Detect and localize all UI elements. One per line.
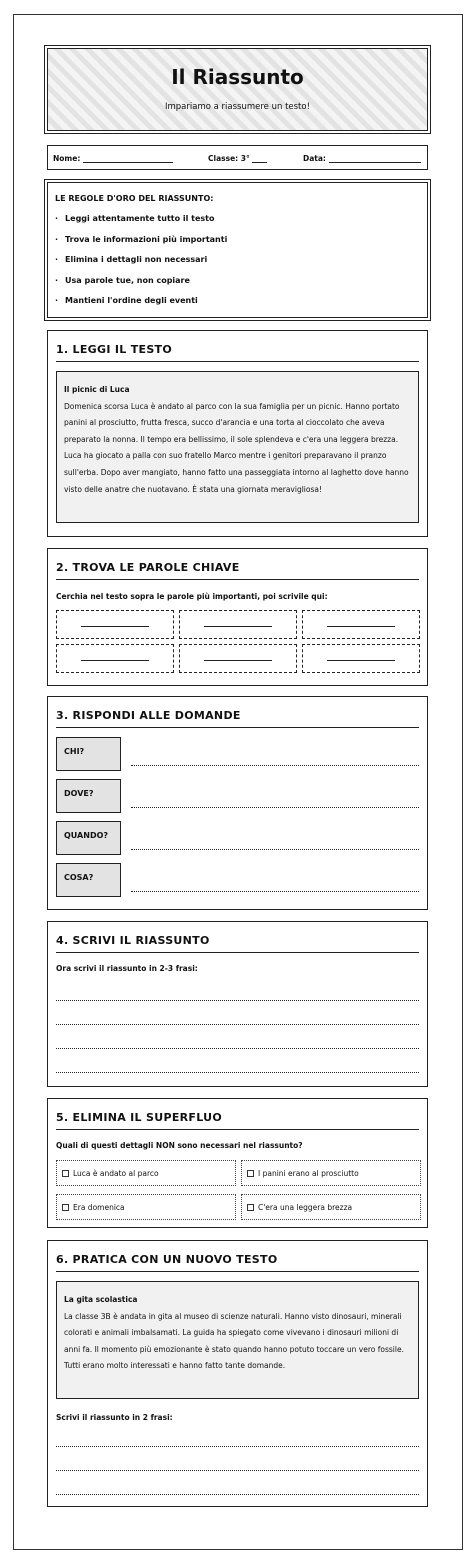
writing-line[interactable] <box>56 1494 419 1495</box>
section-instruction: Scrivi il riassunto in 2 frasi: <box>56 1413 173 1422</box>
section-remove-extra <box>47 1098 428 1228</box>
golden-rules-box <box>47 182 428 318</box>
keyword-box[interactable] <box>302 644 420 673</box>
student-info-bar <box>47 145 428 170</box>
rule-item: · Leggi attentamente tutto il testo <box>55 214 227 235</box>
option-checkbox[interactable] <box>241 1160 421 1186</box>
section-title: 3. RISPONDI ALLE DOMANDE <box>56 709 419 728</box>
writing-line[interactable] <box>56 1048 419 1049</box>
rules-title: LE REGOLE D'ORO DEL RIASSUNTO: <box>55 194 214 203</box>
question-when: QUANDO? <box>56 821 121 855</box>
reading-text-box <box>56 371 419 523</box>
checkbox-icon[interactable] <box>247 1170 254 1177</box>
question-what: COSA? <box>56 863 121 897</box>
section-read-text <box>47 330 428 537</box>
rule-item: · Trova le informazioni più importanti <box>55 235 227 256</box>
keyword-box[interactable] <box>179 610 297 639</box>
checkbox-icon[interactable] <box>62 1170 69 1177</box>
section-practice <box>47 1240 428 1507</box>
section-instruction: Quali di questi dettagli NON sono necessari nel riassunto? <box>56 1141 303 1150</box>
reading-text-body: Domenica scorsa Luca è andato al parco con la sua famiglia per un picnic. Hanno portato panini al prosciutto, frutta fresca, succo d'arancia e una torta al cioccolato che aveva preparato la nonna. Il tempo era bellissimo, il sole splendeva e c'era una leggera brezza. Luca ha giocato a palla con suo fratello Marco mentre i genitori preparavano il pranzo sull'erba. Dopo aver mangiato, hanno fatto una passeggiata intorno al laghetto dove hanno visto delle anatre che nuotavano. È stata una giornata meravigliosa! <box>64 401 409 494</box>
name-field[interactable] <box>53 154 173 163</box>
section-keywords <box>47 548 428 686</box>
rules-list <box>55 214 227 317</box>
rule-item: · Elimina i dettagli non necessari <box>55 255 227 276</box>
keyword-box[interactable] <box>56 644 174 673</box>
page-title: Il Riassunto <box>171 65 304 89</box>
answer-line[interactable] <box>131 849 419 850</box>
rule-item: · Mantieni l'ordine degli eventi <box>55 296 227 317</box>
checkbox-icon[interactable] <box>62 1204 69 1211</box>
answer-line[interactable] <box>131 891 419 892</box>
section-write-summary <box>47 921 428 1087</box>
writing-line[interactable] <box>56 1024 419 1025</box>
question-who: CHI? <box>56 737 121 771</box>
answer-line[interactable] <box>131 807 419 808</box>
question-where: DOVE? <box>56 779 121 813</box>
name-label: Nome: <box>53 154 81 163</box>
section-title: 5. ELIMINA IL SUPERFLUO <box>56 1111 419 1130</box>
section-instruction: Cerchia nel testo sopra le parole più importanti, poi scrivile qui: <box>56 592 328 601</box>
keyword-box[interactable] <box>179 644 297 673</box>
section-title: 4. SCRIVI IL RIASSUNTO <box>56 934 419 953</box>
class-label: Classe: 3° <box>208 154 250 163</box>
keyword-box[interactable] <box>56 610 174 639</box>
answer-line[interactable] <box>131 765 419 766</box>
writing-line[interactable] <box>56 1000 419 1001</box>
reading-text-title: Il picnic di Luca <box>64 385 130 394</box>
writing-line[interactable] <box>56 1470 419 1471</box>
option-checkbox[interactable] <box>241 1194 421 1220</box>
section-questions <box>47 696 428 910</box>
option-label: Era domenica <box>73 1203 125 1212</box>
section-title: 1. LEGGI IL TESTO <box>56 343 419 362</box>
keyword-box[interactable] <box>302 610 420 639</box>
practice-text-box <box>56 1281 419 1399</box>
rule-item: · Usa parole tue, non copiare <box>55 276 227 297</box>
checkbox-icon[interactable] <box>247 1204 254 1211</box>
practice-text-body: La classe 3B è andata in gita al museo di scienze naturali. Hanno visto dinosauri, minerali colorati e animali imbalsamati. La guida ha spiegato come vivevano i dinosauri milioni di anni fa. Il momento più emozionante è stato quando hanno potuto toccare un vero fossile. Tutti erano molto interessati e hanno fatto tante domande. <box>64 1311 404 1371</box>
class-line[interactable] <box>252 154 267 163</box>
option-label: C'era una leggera brezza <box>258 1203 353 1212</box>
section-title: 2. TROVA LE PAROLE CHIAVE <box>56 561 419 580</box>
date-line[interactable] <box>329 154 421 163</box>
practice-text-title: La gita scolastica <box>64 1295 138 1304</box>
option-label: Luca è andato al parco <box>73 1169 159 1178</box>
option-label: I panini erano al prosciutto <box>258 1169 359 1178</box>
keyword-grid <box>56 610 421 673</box>
page-subtitle: Impariamo a riassumere un testo! <box>164 102 310 112</box>
date-label: Data: <box>303 154 326 163</box>
date-field[interactable] <box>303 154 421 163</box>
class-field[interactable] <box>208 154 267 163</box>
section-instruction: Ora scrivi il riassunto in 2-3 frasi: <box>56 964 198 973</box>
name-line[interactable] <box>83 154 173 163</box>
writing-line[interactable] <box>56 1446 419 1447</box>
worksheet-header <box>47 48 428 131</box>
writing-line[interactable] <box>56 1072 419 1073</box>
option-checkbox[interactable] <box>56 1160 236 1186</box>
section-title: 6. PRATICA CON UN NUOVO TESTO <box>56 1253 419 1272</box>
option-checkbox[interactable] <box>56 1194 236 1220</box>
